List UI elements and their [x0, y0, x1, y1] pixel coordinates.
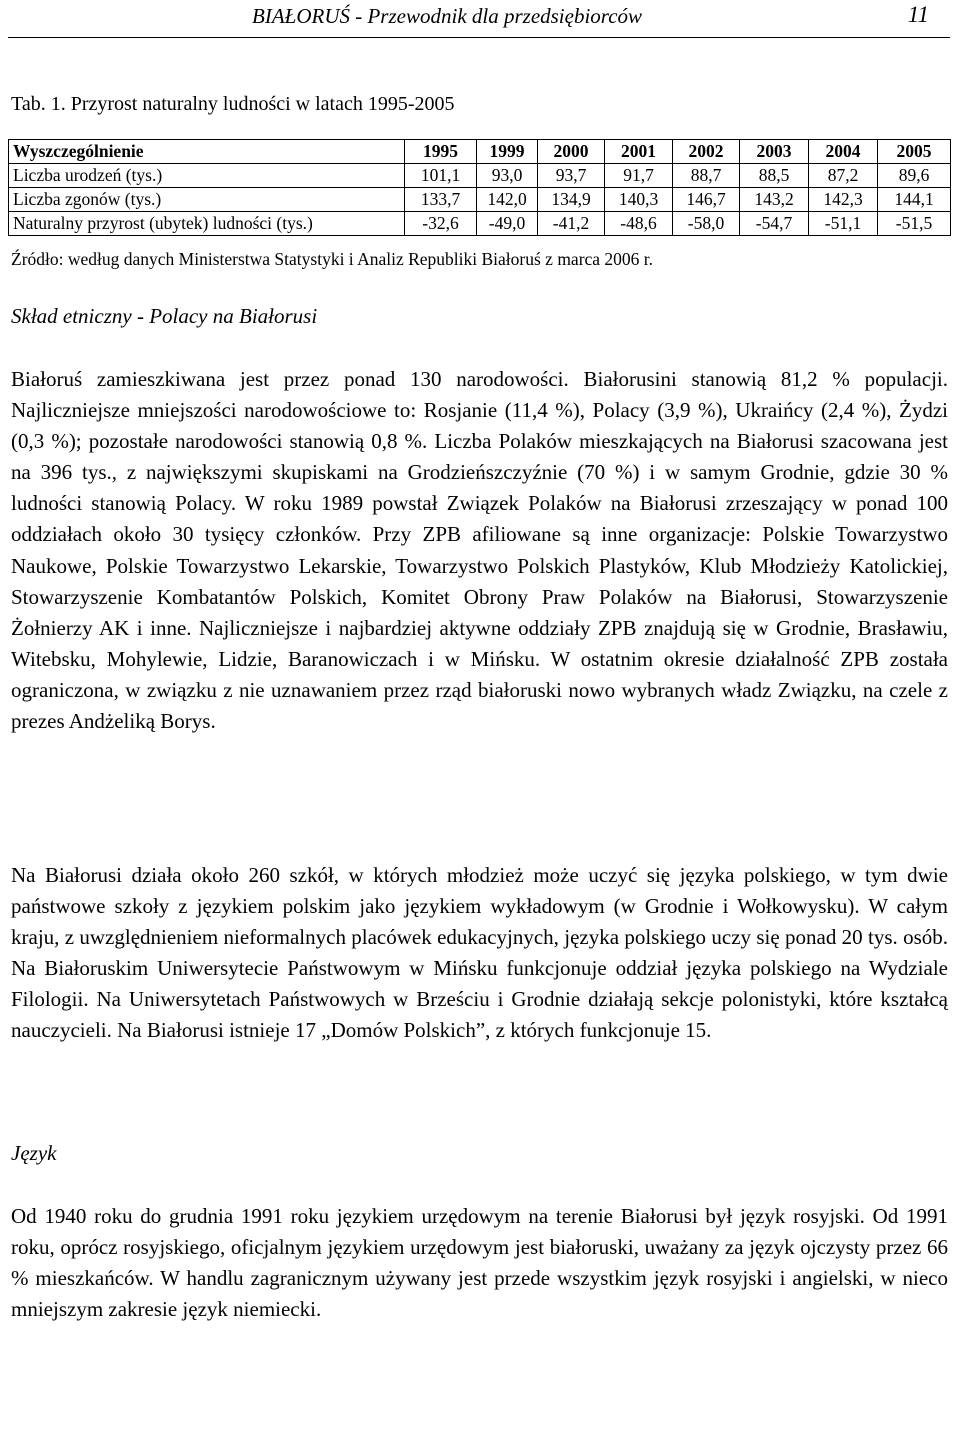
column-header: 2001 — [605, 140, 673, 164]
table-cell: 142,3 — [809, 188, 878, 212]
row-label: Liczba urodzeń (tys.) — [9, 164, 405, 188]
header-divider — [8, 37, 950, 38]
table-cell: 89,6 — [878, 164, 951, 188]
page-header — [252, 2, 932, 32]
population-growth-table — [8, 139, 951, 236]
paragraph-ethnic-composition: Białoruś zamieszkiwana jest przez ponad 130 narodowości. Białorusini stanowią 81,2 % populacji. Najliczniejsze mniejszości narodowościowe to: Rosjanie (11,4 %), Polacy (3,9 %), Ukraińcy (2,4 %), Żydzi (0,3 %); pozostałe narodowości stanowią 0,8 %. Liczba Polaków mieszkających na Białorusi szacowana jest na 396 tys., z największymi skupiskami na Grodzieńszczyźnie (70 %) i w samym Grodnie, gdzie 30 % ludności stanowią Polacy. W roku 1989 powstał Związek Polaków na Białorusi zrzeszający w ponad 100 oddziałach około 30 tysięcy członków. Przy ZPB afiliowane są inne organizacje: Polskie Towarzystwo Naukowe, Polskie Towarzystwo Lekarskie, Towarzystwo Polskich Plastyków, Klub Młodzieży Katolickiej, Stowarzyszenie Kombatantów Polskich, Komitet Obrony Praw Polaków na Białorusi, Stowarzyszenie Żołnierzy AK i inne. Najliczniejsze i najbardziej aktywne oddziały ZPB znajdują się w Grodnie, Brasławiu, Witebsku, Mohylewie, Lidzie, Baranowiczach i w Mińsku. W ostatnim okresie działalność ZPB została ograniczona, w związku z nie uznawaniem przez rząd białoruski nowo wybranych władz Związku, na czele z prezes Andżeliką Borys. — [11, 367, 948, 734]
table-cell: -51,5 — [878, 212, 951, 236]
section-heading-language: Język — [11, 1141, 57, 1165]
column-header: 2005 — [878, 140, 951, 164]
paragraph-polish-schools: Na Białorusi działa około 260 szkół, w których młodzież może uczyć się języka polskiego, w tym dwie państwowe szkoły z językiem polskim jako językiem wykładowym (w Grodnie i Wołkowysku). W całym kraju, z uwzględnieniem nieformalnych placówek edukacyjnych, języka polskiego uczy się ponad 20 tys. osób. Na Białoruskim Uniwersytecie Państwowym w Mińsku funkcjonuje oddział języka polskiego na Wydziale Filologii. Na Uniwersytetach Państwowych w Brześciu i Grodnie działają sekcje polonistyki, które kształcą nauczycieli. Na Białorusi istnieje 17 „Domów Polskich”, z których funkcjonuje 15. — [11, 863, 948, 1043]
row-label: Liczba zgonów (tys.) — [9, 188, 405, 212]
table-cell: -54,7 — [740, 212, 809, 236]
row-label: Naturalny przyrost (ubytek) ludności (tys.) — [9, 212, 405, 236]
column-header: 1995 — [405, 140, 477, 164]
table-source-note: Źródło: według danych Ministerstwa Statystyki i Analiz Republiki Białoruś z marca 2006 r. — [11, 249, 654, 269]
table-cell: -51,1 — [809, 212, 878, 236]
table-cell: 93,7 — [538, 164, 605, 188]
table-cell: 140,3 — [605, 188, 673, 212]
column-header: Wyszczególnienie — [9, 140, 405, 164]
table-cell: 133,7 — [405, 188, 477, 212]
table-cell: 87,2 — [809, 164, 878, 188]
table-cell: 144,1 — [878, 188, 951, 212]
column-header: 2002 — [673, 140, 740, 164]
table-cell: 93,0 — [477, 164, 538, 188]
column-header: 2000 — [538, 140, 605, 164]
table-row — [9, 164, 951, 188]
column-header: 2003 — [740, 140, 809, 164]
table-cell: -49,0 — [477, 212, 538, 236]
table-cell: 142,0 — [477, 188, 538, 212]
table-cell: 91,7 — [605, 164, 673, 188]
column-header: 2004 — [809, 140, 878, 164]
table-cell: -58,0 — [673, 212, 740, 236]
table-header-row — [9, 140, 951, 164]
table-cell: 88,5 — [740, 164, 809, 188]
column-header: 1999 — [477, 140, 538, 164]
table-cell: 88,7 — [673, 164, 740, 188]
table-cell: 134,9 — [538, 188, 605, 212]
document-title: BIAŁORUŚ - Przewodnik dla przedsiębiorców — [252, 4, 643, 28]
paragraph-language: Od 1940 roku do grudnia 1991 roku językiem urzędowym na terenie Białorusi był język rosyjski. Od 1991 roku, oprócz rosyjskiego, oficjalnym językiem urzędowym jest białoruski, uważany za język ojczysty przez 66 % mieszkańców. W handlu zagranicznym używany jest przede wszystkim język rosyjski i angielski, w nieco mniejszym zakresie język niemiecki. — [11, 1204, 948, 1322]
section-heading-ethnic: Skład etniczny - Polacy na Białorusi — [11, 304, 318, 328]
table-cell: 146,7 — [673, 188, 740, 212]
table-row — [9, 212, 951, 236]
table-cell: -41,2 — [538, 212, 605, 236]
table-cell: -48,6 — [605, 212, 673, 236]
table-caption: Tab. 1. Przyrost naturalny ludności w latach 1995-2005 — [11, 93, 455, 115]
table-row — [9, 188, 951, 212]
table-cell: 143,2 — [740, 188, 809, 212]
table-cell: 101,1 — [405, 164, 477, 188]
table-cell: -32,6 — [405, 212, 477, 236]
page-number: 11 — [907, 2, 929, 27]
